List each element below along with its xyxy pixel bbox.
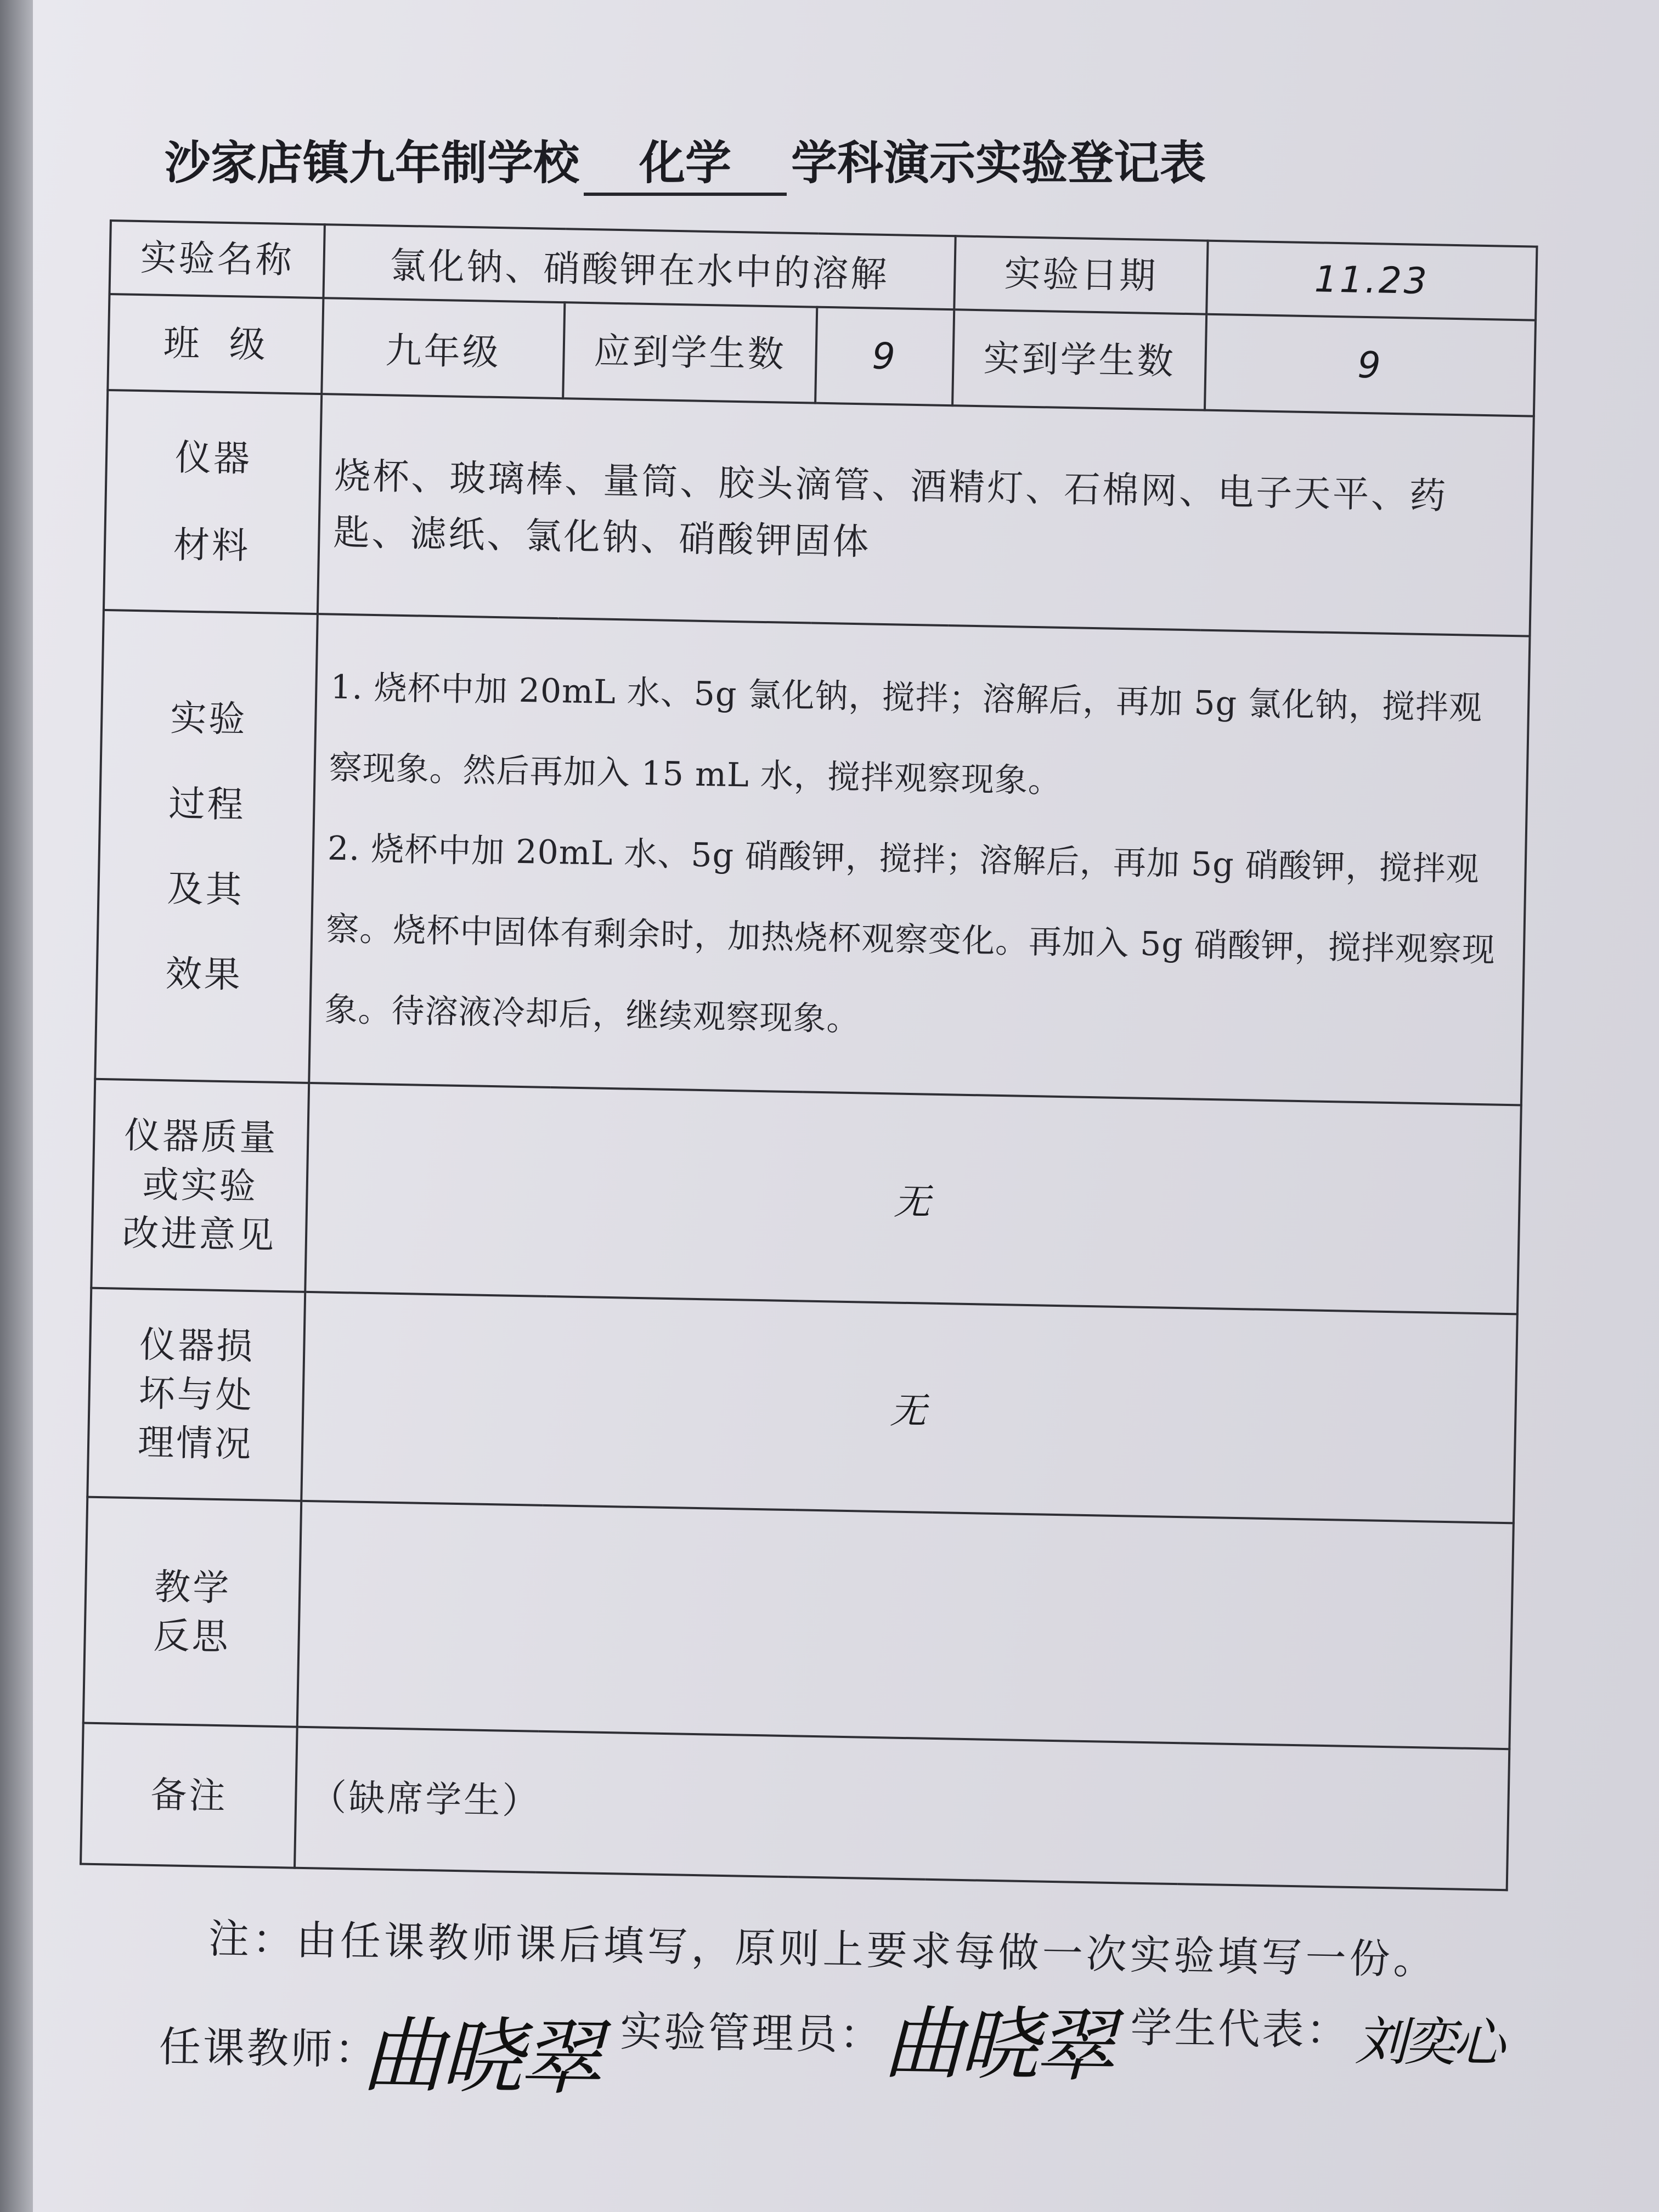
label-damage	[87, 1288, 305, 1501]
actual-students-value: 9	[1205, 314, 1536, 416]
quality-value: 无	[305, 1083, 1521, 1314]
label-process-line-1: 实验	[170, 697, 248, 741]
equipment-value: 烧杯、玻璃棒、量筒、胶头滴管、酒精灯、石棉网、电子天平、药匙、滤纸、氯化钠、硝酸钾固体	[318, 394, 1534, 636]
label-process-line-3: 及其	[166, 867, 245, 911]
label-experiment-date: 实验日期	[954, 236, 1207, 314]
process-step-1: 1. 烧杯中加 20mL 水、5g 氯化钠，搅拌；溶解后，再加 5g 氯化钠，搅拌观察现象。然后再加入 15 mL 水，搅拌观察现象。	[329, 668, 1483, 801]
label-process	[95, 610, 318, 1083]
expected-students-value: 9	[815, 307, 954, 405]
label-reflection-line-1: 教学	[154, 1565, 232, 1609]
label-quality-line-1: 仪器质量	[123, 1114, 279, 1159]
label-process-line-2: 过程	[168, 782, 246, 826]
class-value: 九年级	[321, 298, 565, 398]
row-process	[95, 610, 1530, 1105]
experiment-record-table	[80, 219, 1538, 1891]
reflection-value	[297, 1501, 1514, 1749]
school-name: 沙家店镇九年制学校	[165, 136, 580, 190]
page-edge	[0, 0, 33, 2212]
row-quality	[91, 1079, 1521, 1314]
label-expected-students: 应到学生数	[563, 302, 817, 403]
student-rep-signature: 刘奕心	[1355, 2011, 1502, 2074]
row-equipment	[104, 390, 1534, 636]
experiment-name-value: 氯化钠、硝酸钾在水中的溶解	[323, 224, 955, 309]
student-rep-label: 学生代表：	[1130, 2002, 1351, 2055]
label-class: 班 级	[108, 294, 323, 394]
row-reflection	[83, 1497, 1514, 1748]
teacher-label: 任课教师：	[159, 2022, 379, 2074]
row-damage	[87, 1288, 1517, 1523]
label-experiment-name: 实验名称	[110, 221, 325, 298]
label-damage-line-3: 理情况	[137, 1421, 253, 1465]
label-damage-line-2: 坏与处	[138, 1372, 255, 1417]
label-reflection	[83, 1497, 301, 1726]
label-equipment	[104, 390, 321, 614]
teacher-signature: 曲晓翠	[361, 2008, 600, 2107]
remark-value: （缺席学生）	[295, 1726, 1509, 1890]
subject-name: 化学	[584, 126, 787, 196]
label-actual-students: 实到学生数	[952, 309, 1206, 410]
process-value	[309, 614, 1530, 1105]
form-type: 学科演示实验登记表	[791, 136, 1206, 190]
label-quality-line-3: 改进意见	[122, 1211, 276, 1257]
label-damage-line-1: 仪器损	[139, 1323, 256, 1368]
label-equipment-line-2: 材料	[173, 523, 251, 567]
label-process-line-4: 效果	[165, 952, 243, 996]
label-equipment-line-1: 仪器	[174, 436, 252, 481]
admin-signature: 曲晓翠	[882, 1997, 1113, 2094]
admin-label: 实验管理员：	[619, 2006, 884, 2059]
label-remark: 备注	[81, 1723, 297, 1868]
form-note: 注：由任课教师课后填写，原则上要求每做一次实验填写一份。	[208, 1915, 1438, 1984]
label-quality	[91, 1079, 309, 1292]
process-step-2: 2. 烧杯中加 20mL 水、5g 硝酸钾，搅拌；溶解后，再加 5g 硝酸钾，搅拌观察。烧杯中固体有剩余时，加热烧杯观察变化。再加入 5g 硝酸钾，搅拌观察现象。待溶液冷却后，继续观察现象。	[324, 829, 1496, 1039]
label-quality-line-2: 或实验	[142, 1163, 258, 1208]
signature-row	[158, 1975, 1641, 2128]
form-title	[165, 126, 1624, 203]
experiment-date-value: 11.23	[1206, 241, 1537, 320]
row-remark	[81, 1723, 1509, 1890]
label-reflection-line-2: 反思	[153, 1614, 231, 1658]
damage-value: 无	[301, 1292, 1517, 1523]
